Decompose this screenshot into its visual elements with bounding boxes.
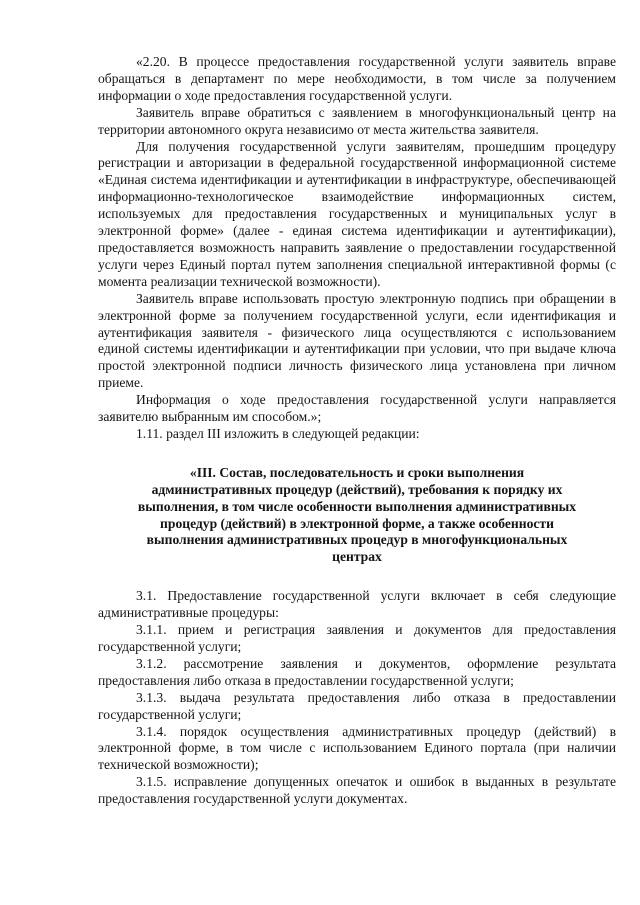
paragraph-electronic-signature: Заявитель вправе использовать простую электронную подпись при обращении в электронной форме за получением государственной услуги, если идентификация и аутентификация заявителя - физического лица осуществляются с использованием единой системы идентификации и аутентификации при условии, что при выдаче ключа простой электронной подписи личность физического лица установлена при личном приеме. <box>98 290 616 391</box>
paragraph-2-20: «2.20. В процессе предоставления государственной услуги заявитель вправе обращаться в департамент по мере необходимости, в том числе за получением информации о ходе предоставления государственной услуги. <box>98 54 616 103</box>
paragraph-esia-portal: Для получения государственной услуги заявителям, прошедшим процедуру регистрации и авторизации в федеральной государственной информационной системе «Единая система идентификации и аутентификации в инфраструктуре, обеспечивающей информационно-технологическое взаимодействие информационных систем, используемых для предоставления государственных и муниципальных услуг в электронной форме» (далее - единая система идентификации и аутентификации), предоставляется возможность направить заявление о предоставлении государственной услуги через Единый портал путем заполнения специальной интерактивной формы (с момента реализации технической возможности). <box>98 138 616 289</box>
paragraph-3-1-1: 3.1.1. прием и регистрация заявления и документов для предоставления государственной услуги; <box>98 622 616 654</box>
spacer <box>98 443 616 465</box>
paragraph-mfc-application: Заявитель вправе обратиться с заявлением в многофункциональный центр на территории автономного округа независимо от места жительства заявителя. <box>98 104 616 137</box>
paragraph-3-1: 3.1. Предоставление государственной услуги включает в себя следующие административные процедуры: <box>98 588 616 621</box>
paragraph-3-1-4: 3.1.4. порядок осуществления административных процедур (действий) в электронной форме, в том числе с использованием Единого портала (при наличии технической возможности); <box>98 723 616 773</box>
paragraph-3-1-3: 3.1.3. выдача результата предоставления либо отказа в предоставлении государственной услуги; <box>98 689 616 722</box>
paragraph-progress-info: Информация о ходе предоставления государственной услуги направляется заявителю выбранным им способом.»; <box>98 392 616 425</box>
document-page <box>98 54 616 808</box>
paragraph-1-11: 1.11. раздел III изложить в следующей редакции: <box>136 425 420 441</box>
paragraph-3-1-5: 3.1.5. исправление допущенных опечаток и ошибок в выданных в результате предоставления государственной услуги документах. <box>98 774 616 807</box>
section-iii-title: «III. Состав, последовательность и сроки выполнения административных процедур (действий), требования к порядку их выполнения, в том числе особенности выполнения административных процедур (действий) в электронной форме, а также особенности выполнения административных процедур в многофункциональных центрах <box>137 464 577 565</box>
spacer <box>98 566 616 588</box>
paragraph-3-1-2: 3.1.2. рассмотрение заявления и документов, оформление результата предоставления либо отказа в предоставлении государственной услуги; <box>98 655 616 688</box>
